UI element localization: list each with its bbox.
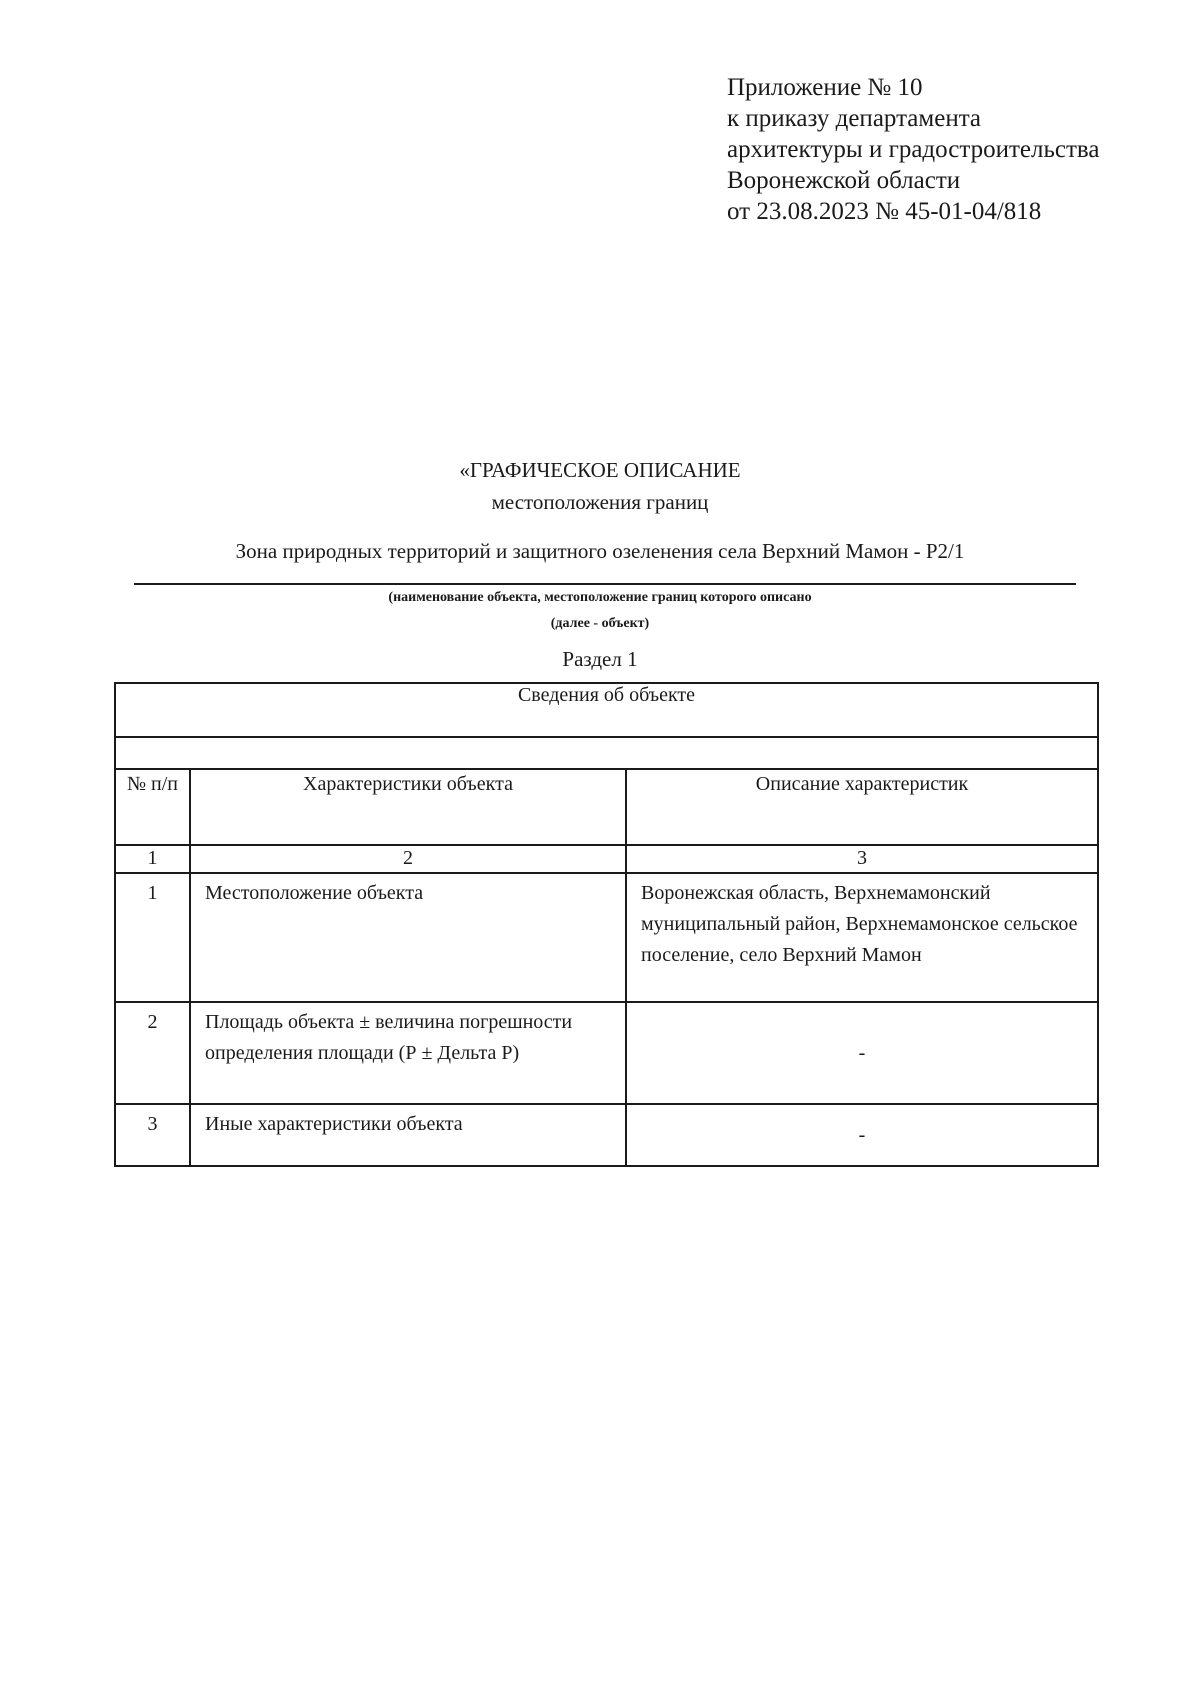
row-characteristic: Иные характеристики объекта xyxy=(190,1104,626,1166)
appendix-line: Воронежской области xyxy=(727,167,961,194)
blank-cell xyxy=(115,737,1098,769)
table-blank-row xyxy=(115,737,1098,769)
column-header-row xyxy=(115,769,1098,845)
column-header-description: Описание характеристик xyxy=(626,769,1098,845)
document-title: «ГРАФИЧЕСКОЕ ОПИСАНИЕ xyxy=(459,458,741,482)
object-name: Зона природных территорий и защитного озеленения села Верхний Мамон - Р2/1 xyxy=(235,539,965,563)
row-number: 3 xyxy=(115,1104,190,1166)
object-name-caption: (наименование объекта, местоположение границ которого описано xyxy=(388,590,812,605)
table-header-row xyxy=(115,683,1098,737)
row-characteristic: Площадь объекта ± величина погрешности определения площади (Р ± Дельта Р) xyxy=(190,1002,626,1104)
object-name-underline xyxy=(134,583,1076,585)
column-number: 3 xyxy=(626,845,1098,873)
row-number: 2 xyxy=(115,1002,190,1104)
column-number: 1 xyxy=(115,845,190,873)
section-label: Раздел 1 xyxy=(562,647,638,671)
document-subtitle: местоположения границ xyxy=(491,490,709,514)
object-name-caption-continued: (далее - объект) xyxy=(550,616,650,631)
appendix-line: к приказу департамента xyxy=(727,105,982,132)
column-header-num: № п/п xyxy=(115,769,190,845)
column-number-row xyxy=(115,845,1098,873)
column-header-characteristics: Характеристики объекта xyxy=(190,769,626,845)
row-description: Воронежская область, Верхнемамонский муниципальный район, Верхнемамонское сельское поселение, село Верхний Мамон xyxy=(626,873,1098,1002)
row-description: - xyxy=(626,1002,1098,1104)
table-row xyxy=(115,873,1098,1002)
column-number: 2 xyxy=(190,845,626,873)
appendix-line: от 23.08.2023 № 45-01-04/818 xyxy=(727,198,1042,225)
row-characteristic: Местоположение объекта xyxy=(190,873,626,1002)
table-row xyxy=(115,1104,1098,1166)
row-description: - xyxy=(626,1104,1098,1166)
row-number: 1 xyxy=(115,873,190,1002)
table-row xyxy=(115,1002,1098,1104)
table-header: Сведения об объекте xyxy=(115,683,1098,737)
object-info-table xyxy=(114,682,1099,1167)
appendix-line: архитектуры и градостроительства xyxy=(727,136,1100,163)
appendix-line: Приложение № 10 xyxy=(727,74,923,101)
appendix-block xyxy=(727,72,1099,227)
